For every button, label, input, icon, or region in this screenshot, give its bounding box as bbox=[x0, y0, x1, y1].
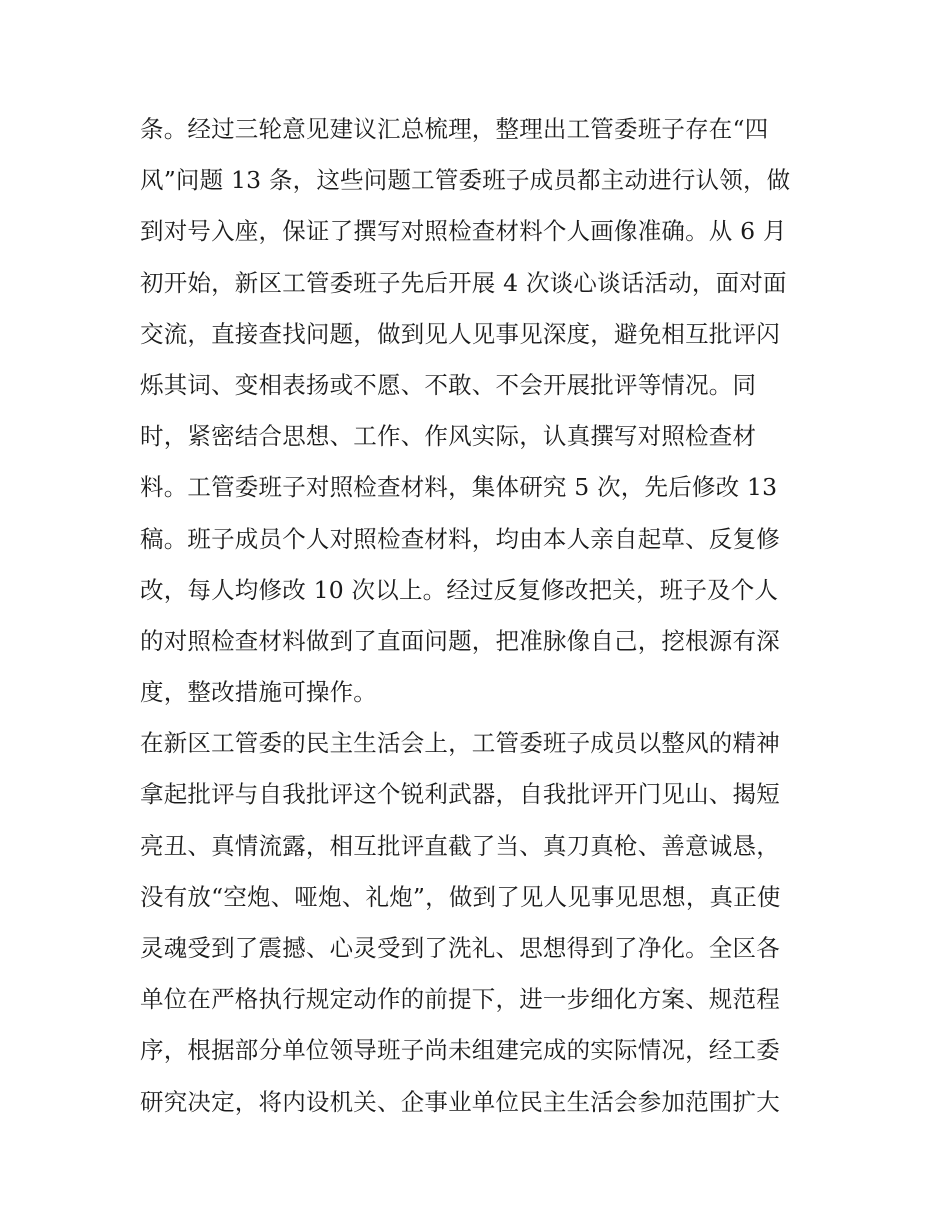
text-line: 烁其词、变相表扬或不愿、不敢、不会开展批评等情况。同 bbox=[140, 370, 757, 399]
text-line: 时，紧密结合思想、工作、作风实际，认真撰写对照检查材 bbox=[140, 422, 757, 451]
text-line: 改，每人均修改 10 次以上。经过反复修改把关，班子及个人 bbox=[140, 575, 779, 604]
text-line: 灵魂受到了震撼、心灵受到了洗礼、思想得到了净化。全区各 bbox=[140, 934, 780, 962]
document-body bbox=[140, 104, 815, 1128]
text-line: 在新区工管委的民主生活会上，工管委班子成员以整风的精神 bbox=[140, 729, 780, 758]
text-line: 拿起批评与自我批评这个锐利武器，自我批评开门见山、揭短 bbox=[140, 780, 780, 809]
text-line: 没有放“空炮、哑炮、礼炮”，做到了见人见事见思想，真正使 bbox=[140, 882, 781, 911]
text-line: 亮丑、真情流露，相互批评直截了当、真刀真枪、善意诚恳， bbox=[140, 831, 780, 860]
text-line: 料。工管委班子对照检查材料，集体研究 5 次，先后修改 13 bbox=[140, 473, 778, 502]
text-line: 单位在严格执行规定动作的前提下，进一步细化方案、规范程 bbox=[140, 985, 780, 1014]
paragraph-2 bbox=[140, 718, 815, 1128]
text-line: 度，整改措施可操作。 bbox=[140, 678, 377, 707]
text-line: 初开始，新区工管委班子先后开展 4 次谈心谈话活动，面对面 bbox=[140, 268, 787, 297]
text-line: 交流，直接查找问题，做到见人见事见深度，避免相互批评闪 bbox=[140, 319, 780, 348]
text-line: 的对照检查材料做到了直面问题，把准脉像自己，挖根源有深 bbox=[140, 626, 780, 655]
text-line: 风”问题 13 条，这些问题工管委班子成员都主动进行认领，做 bbox=[140, 166, 791, 195]
text-line: 研究决定，将内设机关、企事业单位民主生活会参加范围扩大 bbox=[140, 1087, 780, 1116]
text-line: 稿。班子成员个人对照检查材料，均由本人亲自起草、反复修 bbox=[140, 524, 780, 553]
text-line: 条。经过三轮意见建议汇总梳理，整理出工管委班子存在“四 bbox=[140, 115, 769, 143]
text-line: 序，根据部分单位领导班子尚未组建完成的实际情况，经工委 bbox=[140, 1036, 780, 1065]
paragraph-1 bbox=[140, 104, 815, 718]
text-line: 到对号入座，保证了撰写对照检查材料个人画像准确。从 6 月 bbox=[140, 217, 787, 246]
